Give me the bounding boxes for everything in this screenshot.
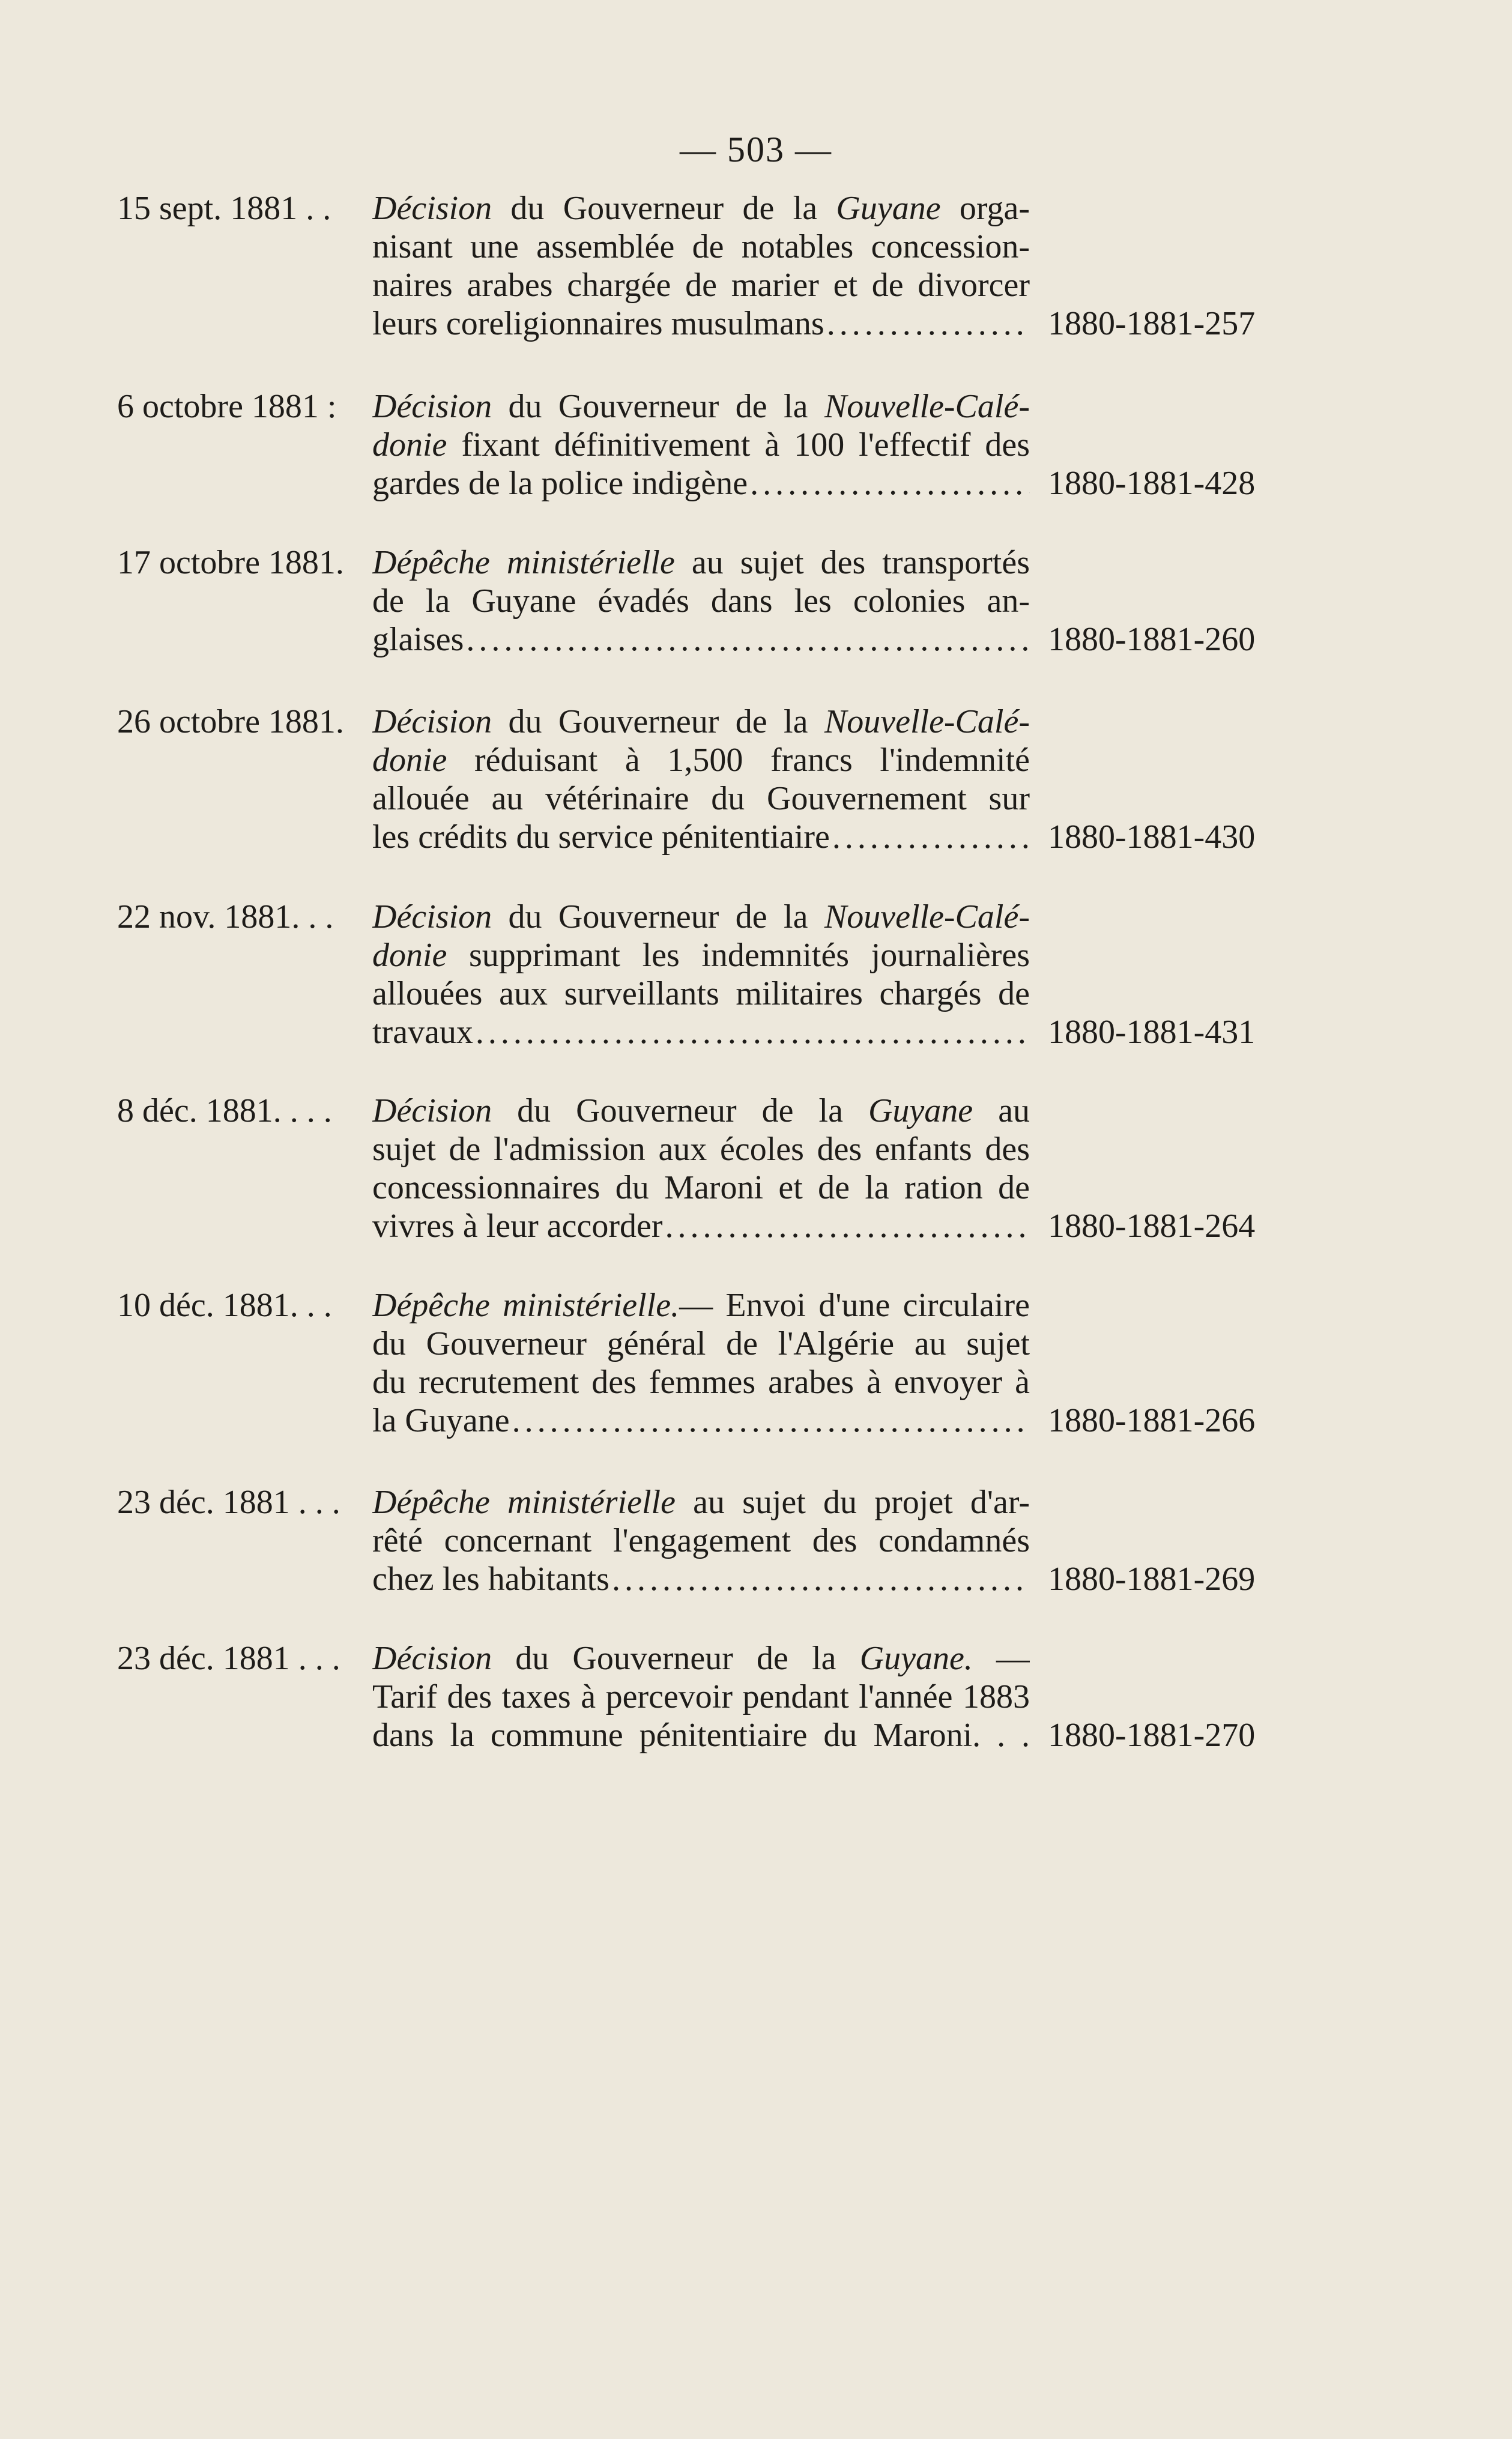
entry-line: du Gouverneur général de l'Algérie au sujet: [372, 1325, 1030, 1362]
entry-date: 22 nov. 1881. . .: [117, 898, 334, 935]
entry-line: [372, 741, 1030, 779]
entry-text: [372, 543, 1030, 659]
entry-tail: au: [998, 1092, 1030, 1129]
entry-intro: du Gouverneur de la: [517, 1092, 843, 1129]
entry-text: [372, 898, 1030, 1051]
entry-line: [372, 1639, 1030, 1678]
entry-line: [372, 1560, 1030, 1598]
entry-last-line: la Guyane: [372, 1402, 510, 1439]
entry-text: [372, 1092, 1030, 1245]
entry-text: [372, 1286, 1030, 1440]
entry-text: [372, 189, 1030, 343]
entry-line: rêté concernant l'engagement des condamnés: [372, 1522, 1030, 1559]
entry-place: Guyane: [836, 190, 941, 227]
entry-date: 23 déc. 1881 . . .: [117, 1640, 340, 1677]
entry-line-text: supprimant les indemnités journalières: [469, 937, 1030, 974]
entry-line-text: réduisant à 1,500 francs l'indemnité: [474, 742, 1030, 779]
entry-date: 10 déc. 1881. . .: [117, 1287, 332, 1324]
entry-text: [372, 1483, 1030, 1598]
entry-line: allouée au vétérinaire du Gouvernement sur: [372, 780, 1030, 817]
entry-intro: du Gouverneur de la: [508, 388, 808, 425]
leader-dots: [473, 1013, 1030, 1051]
leader-dots: [748, 464, 1030, 503]
entry-line: allouées aux surveillants militaires chargés de: [372, 975, 1030, 1012]
entry-line: concessionnaires du Maroni et de la ration de: [372, 1169, 1030, 1206]
entry-line: nisant une assemblée de notables concession-: [372, 228, 1030, 265]
entry-place-cont: donie: [372, 742, 447, 779]
entry-line: [372, 818, 1030, 856]
entry-line: [372, 1013, 1030, 1051]
entry-line: sujet de l'admission aux écoles des enfants des: [372, 1131, 1030, 1168]
entry-line: du recrutement des femmes arabes à envoyer à: [372, 1364, 1030, 1401]
entry-last-line: vivres à leur accorder: [372, 1207, 663, 1245]
entry-line: Tarif des taxes à percevoir pendant l'année 1883: [372, 1678, 1030, 1715]
entry-line: [372, 387, 1030, 426]
entry-intro: — Envoi d'une circulaire: [679, 1287, 1030, 1324]
entry-place-cont: donie: [372, 426, 447, 464]
entry-ref: 1880-1881-257: [1048, 305, 1256, 342]
entry-line: [372, 189, 1030, 228]
entry-type: Décision: [372, 1092, 492, 1129]
entry-date: 26 octobre 1881.: [117, 703, 344, 740]
entry-line: [372, 1286, 1030, 1325]
entry-tail: —: [996, 1640, 1030, 1677]
entry-line: [372, 898, 1030, 936]
entry-place: Guyane.: [859, 1640, 973, 1677]
entry-line: de la Guyane évadés dans les colonies an-: [372, 582, 1030, 620]
entry-last-line: les crédits du service pénitentiaire: [372, 818, 830, 856]
entry-last-line: leurs coreligionnaires musulmans: [372, 305, 824, 342]
entry-text: [372, 1639, 1030, 1754]
entry-date: 23 déc. 1881 . . .: [117, 1484, 340, 1521]
entry-type: Décision: [372, 388, 492, 425]
entry-date: 15 sept. 1881 . .: [117, 190, 331, 227]
entry-line: [372, 703, 1030, 741]
entry-line: [372, 1092, 1030, 1130]
entry-date: 6 octobre 1881 :: [117, 388, 337, 425]
leader-dots: [609, 1560, 1030, 1598]
leader-dots: [663, 1207, 1030, 1245]
entry-line-start: orga-: [959, 190, 1030, 227]
entry-line: [372, 426, 1030, 464]
entry-place: Nouvelle-Calé-: [824, 703, 1030, 740]
entry-line: dans la commune pénitentiaire du Maroni. . .: [372, 1717, 1030, 1754]
entry-ref: 1880-1881-430: [1048, 818, 1256, 856]
entry-type: Dépêche ministérielle: [372, 544, 675, 581]
entry-place: Nouvelle-Calé-: [824, 388, 1030, 425]
entry-intro: au sujet du projet d'ar-: [693, 1484, 1030, 1521]
entry-line: naires arabes chargée de marier et de divorcer: [372, 267, 1030, 304]
entry-last-line: travaux: [372, 1014, 473, 1051]
entry-line: [372, 1401, 1030, 1440]
entry-date: 8 déc. 1881. . . .: [117, 1092, 332, 1129]
entry-line: [372, 620, 1030, 659]
entry-ref: 1880-1881-264: [1048, 1207, 1256, 1245]
entry-type: Décision: [372, 898, 492, 935]
entry-text: [372, 387, 1030, 503]
entry-text: [372, 703, 1030, 856]
entry-ref: 1880-1881-260: [1048, 621, 1256, 658]
entry-ref: 1880-1881-266: [1048, 1402, 1256, 1439]
entry-line-text: fixant définitivement à 100 l'effectif des: [461, 426, 1030, 464]
entry-type: Décision: [372, 1640, 492, 1677]
entry-intro: au sujet des transportés: [691, 544, 1030, 581]
leader-dots: [830, 818, 1030, 856]
entry-line: [372, 464, 1030, 503]
entry-line: [372, 304, 1030, 343]
entry-place: Nouvelle-Calé-: [824, 898, 1030, 935]
leader-dots: [824, 304, 1030, 343]
page-number: — 503 —: [680, 130, 832, 169]
entry-type: Décision: [372, 190, 492, 227]
entry-intro: du Gouverneur de la: [510, 190, 818, 227]
leader-dots: [464, 620, 1030, 659]
entry-intro: du Gouverneur de la: [515, 1640, 836, 1677]
entry-ref: 1880-1881-269: [1048, 1561, 1256, 1598]
entry-ref: 1880-1881-428: [1048, 465, 1256, 502]
entry-place-cont: donie: [372, 937, 447, 974]
leader-dots: [510, 1401, 1030, 1440]
entry-last-line: glaises: [372, 621, 464, 658]
entry-type: Dépêche ministérielle.: [372, 1287, 680, 1324]
entry-type: Dépêche ministérielle: [372, 1484, 676, 1521]
entry-place: Guyane: [868, 1092, 973, 1129]
entry-date: 17 octobre 1881.: [117, 544, 344, 581]
entry-last-line: chez les habitants: [372, 1561, 609, 1598]
entry-ref: 1880-1881-270: [1048, 1717, 1256, 1754]
entry-intro: du Gouverneur de la: [508, 703, 808, 740]
entry-ref: 1880-1881-431: [1048, 1014, 1256, 1051]
entry-line: [372, 543, 1030, 582]
entry-intro: du Gouverneur de la: [508, 898, 808, 935]
entry-line: [372, 936, 1030, 975]
entry-line: [372, 1207, 1030, 1245]
entry-last-line: gardes de la police indigène: [372, 465, 748, 502]
entry-type: Décision: [372, 703, 492, 740]
entry-line: [372, 1483, 1030, 1522]
